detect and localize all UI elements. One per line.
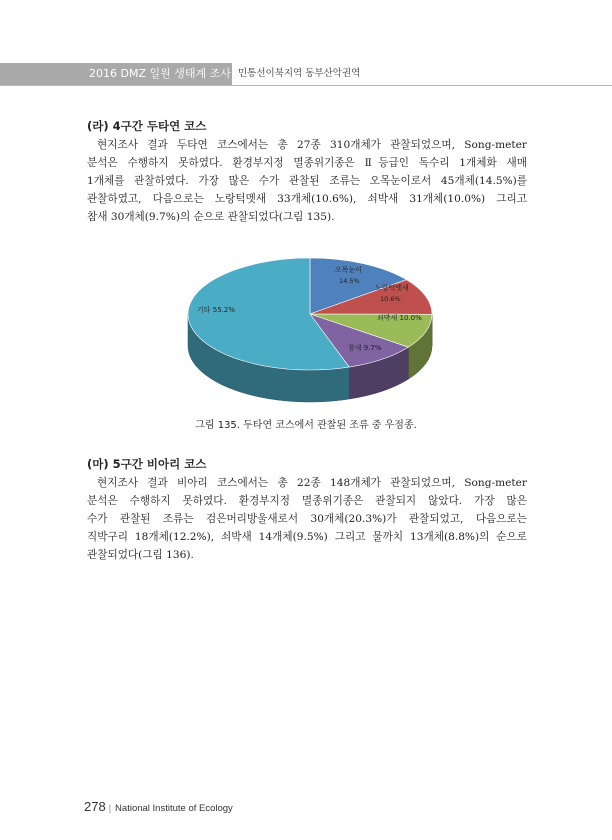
pie-label-value-0: 14.5% [339, 277, 360, 285]
pie-label-2: 쇠박새 10.0% [377, 314, 422, 322]
paragraph-ma [87, 474, 527, 564]
pie-label-value-1: 10.6% [380, 295, 401, 303]
section-heading-ma: (마) 5구간 비아리 코스 [87, 457, 207, 471]
page-footer [84, 798, 233, 812]
paragraph-line: 현지조사 결과 두타연 코스에서는 총 27종 310개체가 관찰되었으며, Song-meter [97, 139, 527, 151]
running-header [0, 63, 612, 85]
pie-label-4: 기타 55.2% [197, 306, 235, 314]
footer-organization: National Institute of Ecology [115, 803, 233, 814]
paragraph-line: 수가 관찰된 조류는 검은머리방울새로서 30개체(20.3%)가 관찰되었고, 다음으로는 [87, 513, 527, 525]
section-heading-ra: (라) 4구간 두타연 코스 [87, 119, 207, 133]
pie-chart [185, 252, 440, 407]
pie-label-3: 참새 9.7% [348, 344, 382, 352]
paragraph-line: 관찰하였고, 다음으로는 노랑턱멧새 33개체(10.6%), 쇠박새 31개체(10.0%) 그리고 [87, 193, 527, 205]
figure-caption: 그림 135. 두타연 코스에서 관찰된 조류 중 우점종. [195, 420, 417, 431]
paragraph-line: 분석은 수행하지 못하였다. 환경부지정 멸종위기종은 Ⅱ등급인 독수리 1개체화 새매 [87, 157, 527, 169]
paragraph-line: 직박구리 18개체(12.2%), 쇠박새 14개체(9.5%) 그리고 물까치 13개체(8.8%)의 순으로 [87, 531, 527, 543]
paragraph-ra [87, 136, 527, 226]
header-subtitle: 민통선이북지역 동부산악권역 [238, 68, 361, 79]
paragraph-line: 현지조사 결과 비아리 코스에서는 총 22종 148개체가 관찰되었으며, Song-meter [97, 477, 527, 489]
pie-label-0: 오목눈이 [335, 266, 363, 274]
header-rule [0, 85, 612, 86]
header-title: 2016 DMZ 일원 생태계 조사 [89, 67, 231, 80]
footer-separator: | [108, 803, 112, 813]
paragraph-line: 1개체를 관찰하였다. 가장 많은 수가 관찰된 조류는 오목눈이로서 45개체(14.5%)를 [87, 175, 527, 187]
paragraph-line: 관찰되었다(그림 136). [87, 549, 194, 561]
paragraph-line: 참새 30개체(9.7%)의 순으로 관찰되었다(그림 135). [87, 211, 335, 223]
pie-label-1: 노랑턱멧새 [375, 284, 409, 292]
page-number: 278 [84, 799, 106, 814]
paragraph-line: 분석은 수행하지 못하였다. 환경부지정 멸종위기종은 관찰되지 않았다. 가장 많은 [87, 495, 527, 507]
